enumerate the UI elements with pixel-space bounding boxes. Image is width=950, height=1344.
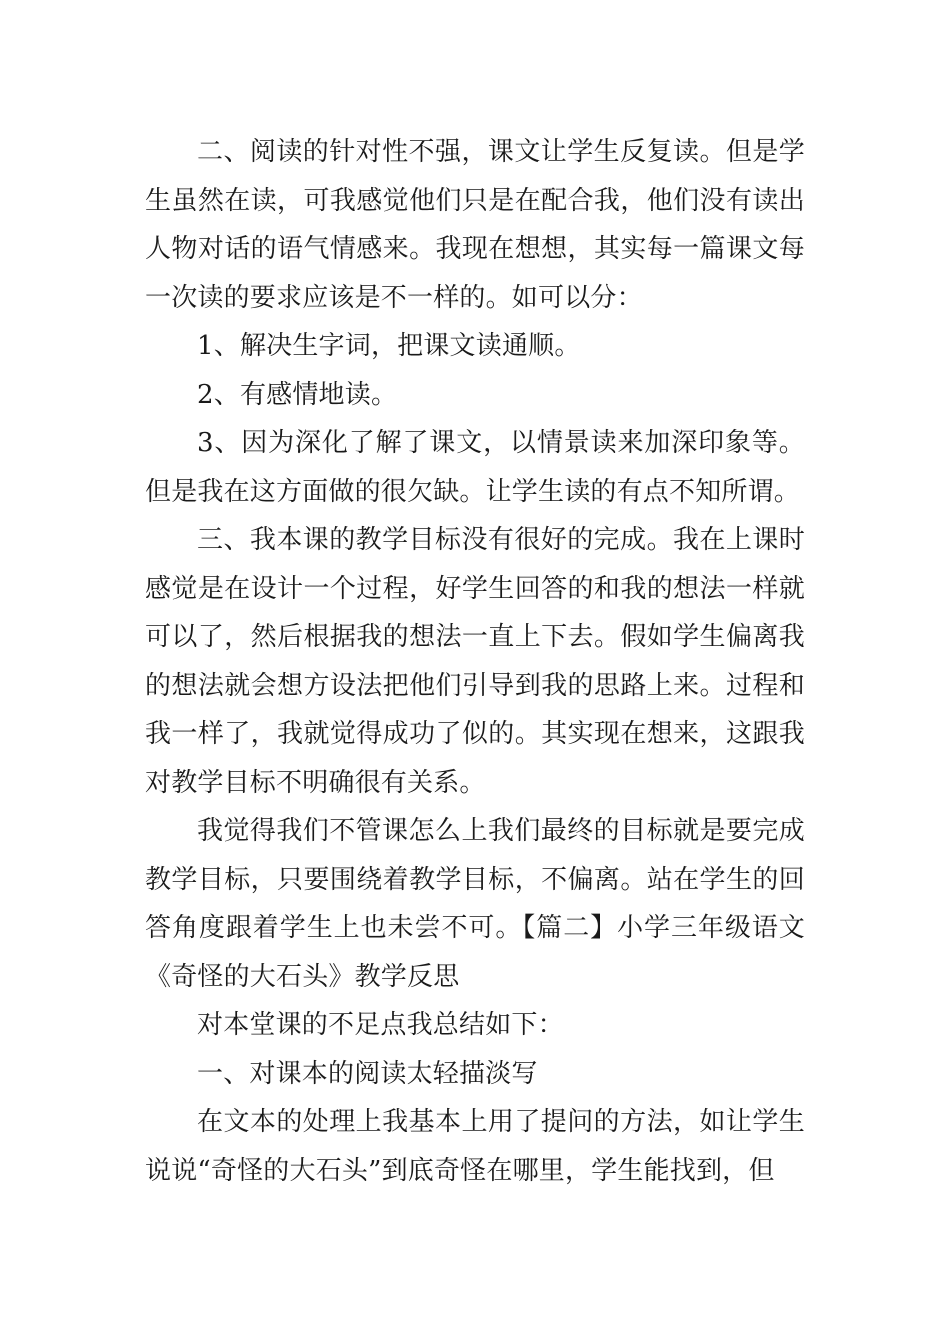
paragraph-teaching-goals: 三、我本课的教学目标没有很好的完成。我在上课时感觉是在设计一个过程，好学生回答的和我的想法一样就可以了，然后根据我的想法一直上下去。假如学生偏离我的想法就会想方设法把他们引导到我的思路上来。过程和我一样了，我就觉得成功了似的。其实现在想来，这跟我对教学目标不明确很有关系。 — [145, 525, 805, 798]
paragraph-section-heading: 一、对课本的阅读太轻描淡写 — [197, 1058, 538, 1089]
paragraph-summary-intro: 对本堂课的不足点我总结如下： — [197, 1010, 564, 1040]
paragraph-text-handling: 在文本的处理上我基本上用了提问的方法，如让学生说说“奇怪的大石头”到底奇怪在哪里，学生能找到，但 — [145, 1107, 805, 1186]
paragraph-list-item-1: 1、解决生字词，把课文读通顺。 — [197, 331, 581, 361]
paragraph-conclusion: 我觉得我们不管课怎么上我们最终的目标就是要完成教学目标，只要围绕着教学目标，不偏离。站在学生的回答角度跟着学生上也未尝不可。【篇二】小学三年级语文《奇怪的大石头》教学反思 — [145, 816, 805, 992]
paragraph-list-item-3: 3、因为深化了解了课文，以情景读来加深印象等。但是我在这方面做的很欠缺。让学生读的有点不知所谓。 — [145, 428, 805, 507]
paragraph-reading-focus: 二、阅读的针对性不强，课文让学生反复读。但是学生虽然在读，可我感觉他们只是在配合我，他们没有读出人物对话的语气情感来。我现在想想，其实每一篇课文每一次读的要求应该是不一样的。如可以分： — [145, 137, 805, 313]
paragraph-list-item-2: 2、有感情地读。 — [197, 379, 398, 410]
document-body — [145, 128, 805, 1195]
